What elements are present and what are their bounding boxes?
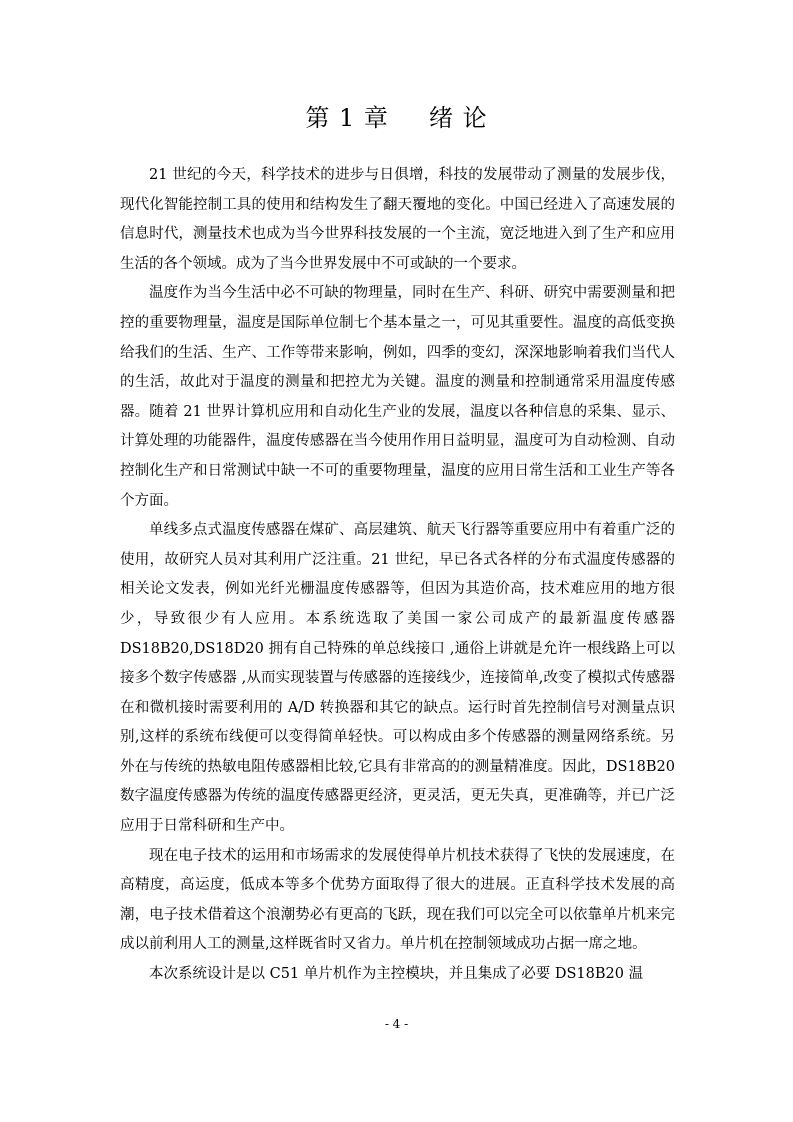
body-text <box>120 161 675 990</box>
paragraph: 温度作为当今生活中必不可缺的物理量，同时在生产、科研、研究中需要测量和把控的重要物理量，温度是国际单位制七个基本量之一，可见其重要性。温度的高低变换给我们的生活、生产、工作等带来影响，例如，四季的变幻，深深地影响着我们当代人的生活，故此对于温度的测量和把控尤为关键。温度的测量和控制通常采用温度传感器。随着 21 世界计算机应用和自动化生产业的发展，温度以各种信息的采集、显示、计算处理的功能器件，温度传感器在当今使用作用日益明显，温度可为自动检测、自动控制化生产和日常测试中缺一不可的重要物理量，温度的应用日常生活和工业生产等各个方面。 <box>120 285 675 509</box>
chapter-number: 第 1 章 <box>305 104 389 132</box>
paragraph: 本次系统设计是以 C51 单片机作为主控模块，并且集成了必要 DS18B20 温 <box>149 966 644 983</box>
paragraph: 单线多点式温度传感器在煤矿、高层建筑、航天飞行器等重要应用中有着重广泛的使用，故研究人员对其利用广泛注重。21 世纪，早已各式各样的分布式温度传感器的相关论文发表，例如光纤光栅温度传感器等，但因为其造价高，技术难应用的地方很少，导致很少有人应用。本系统选取了美国一家公司成产的最新温度传感器 DS18B20,DS18D20 拥有自己特殊的单总线接口 ,通俗上讲就是允许一根线路上可以接多个数字传感器 ,从而实现装置与传感器的连接线少，连接简单,改变了模拟式传感器在和微机接时需要利用的 A/D 转换器和其它的缺点。运行时首先控制信号对测量点识别,这样的系统布线便可以变得简单轻快。可以构成由多个传感器的测量网络系统。另外在与传统的热敏电阻传感器相比较,它具有非常高的的测量精准度。因此，DS18B20 数字温度传感器为传统的温度传感器更经济，更灵活，更无失真，更准确等，并已广泛应用于日常科研和生产中。 <box>120 522 675 835</box>
chapter-title: 绪 论 <box>428 104 488 132</box>
chapter-heading <box>0 100 793 136</box>
paragraph: 21 世纪的今天，科学技术的进步与日俱增，科技的发展带动了测量的发展步伐，现代化智能控制工具的使用和结构发生了翻天覆地的变化。中国已经进入了高速发展的信息时代，测量技术也成为当今世界科技发展的一个主流，宽泛地进入到了生产和应用生活的各个领域。成为了当今世界发展中不可或缺的一个要求。 <box>120 167 675 272</box>
page-number: - 4 - <box>384 1017 409 1031</box>
paragraph: 现在电子技术的运用和市场需求的发展使得单片机技术获得了飞快的发展速度，在高精度，高运度，低成本等多个优势方面取得了很大的进展。正直科学技术发展的高潮，电子技术借着这个浪潮势必有更高的飞跃，现在我们可以完全可以依靠单片机来完成以前利用人工的测量,这样既省时又省力。单片机在控制领域成功占据一席之地。 <box>120 847 675 953</box>
